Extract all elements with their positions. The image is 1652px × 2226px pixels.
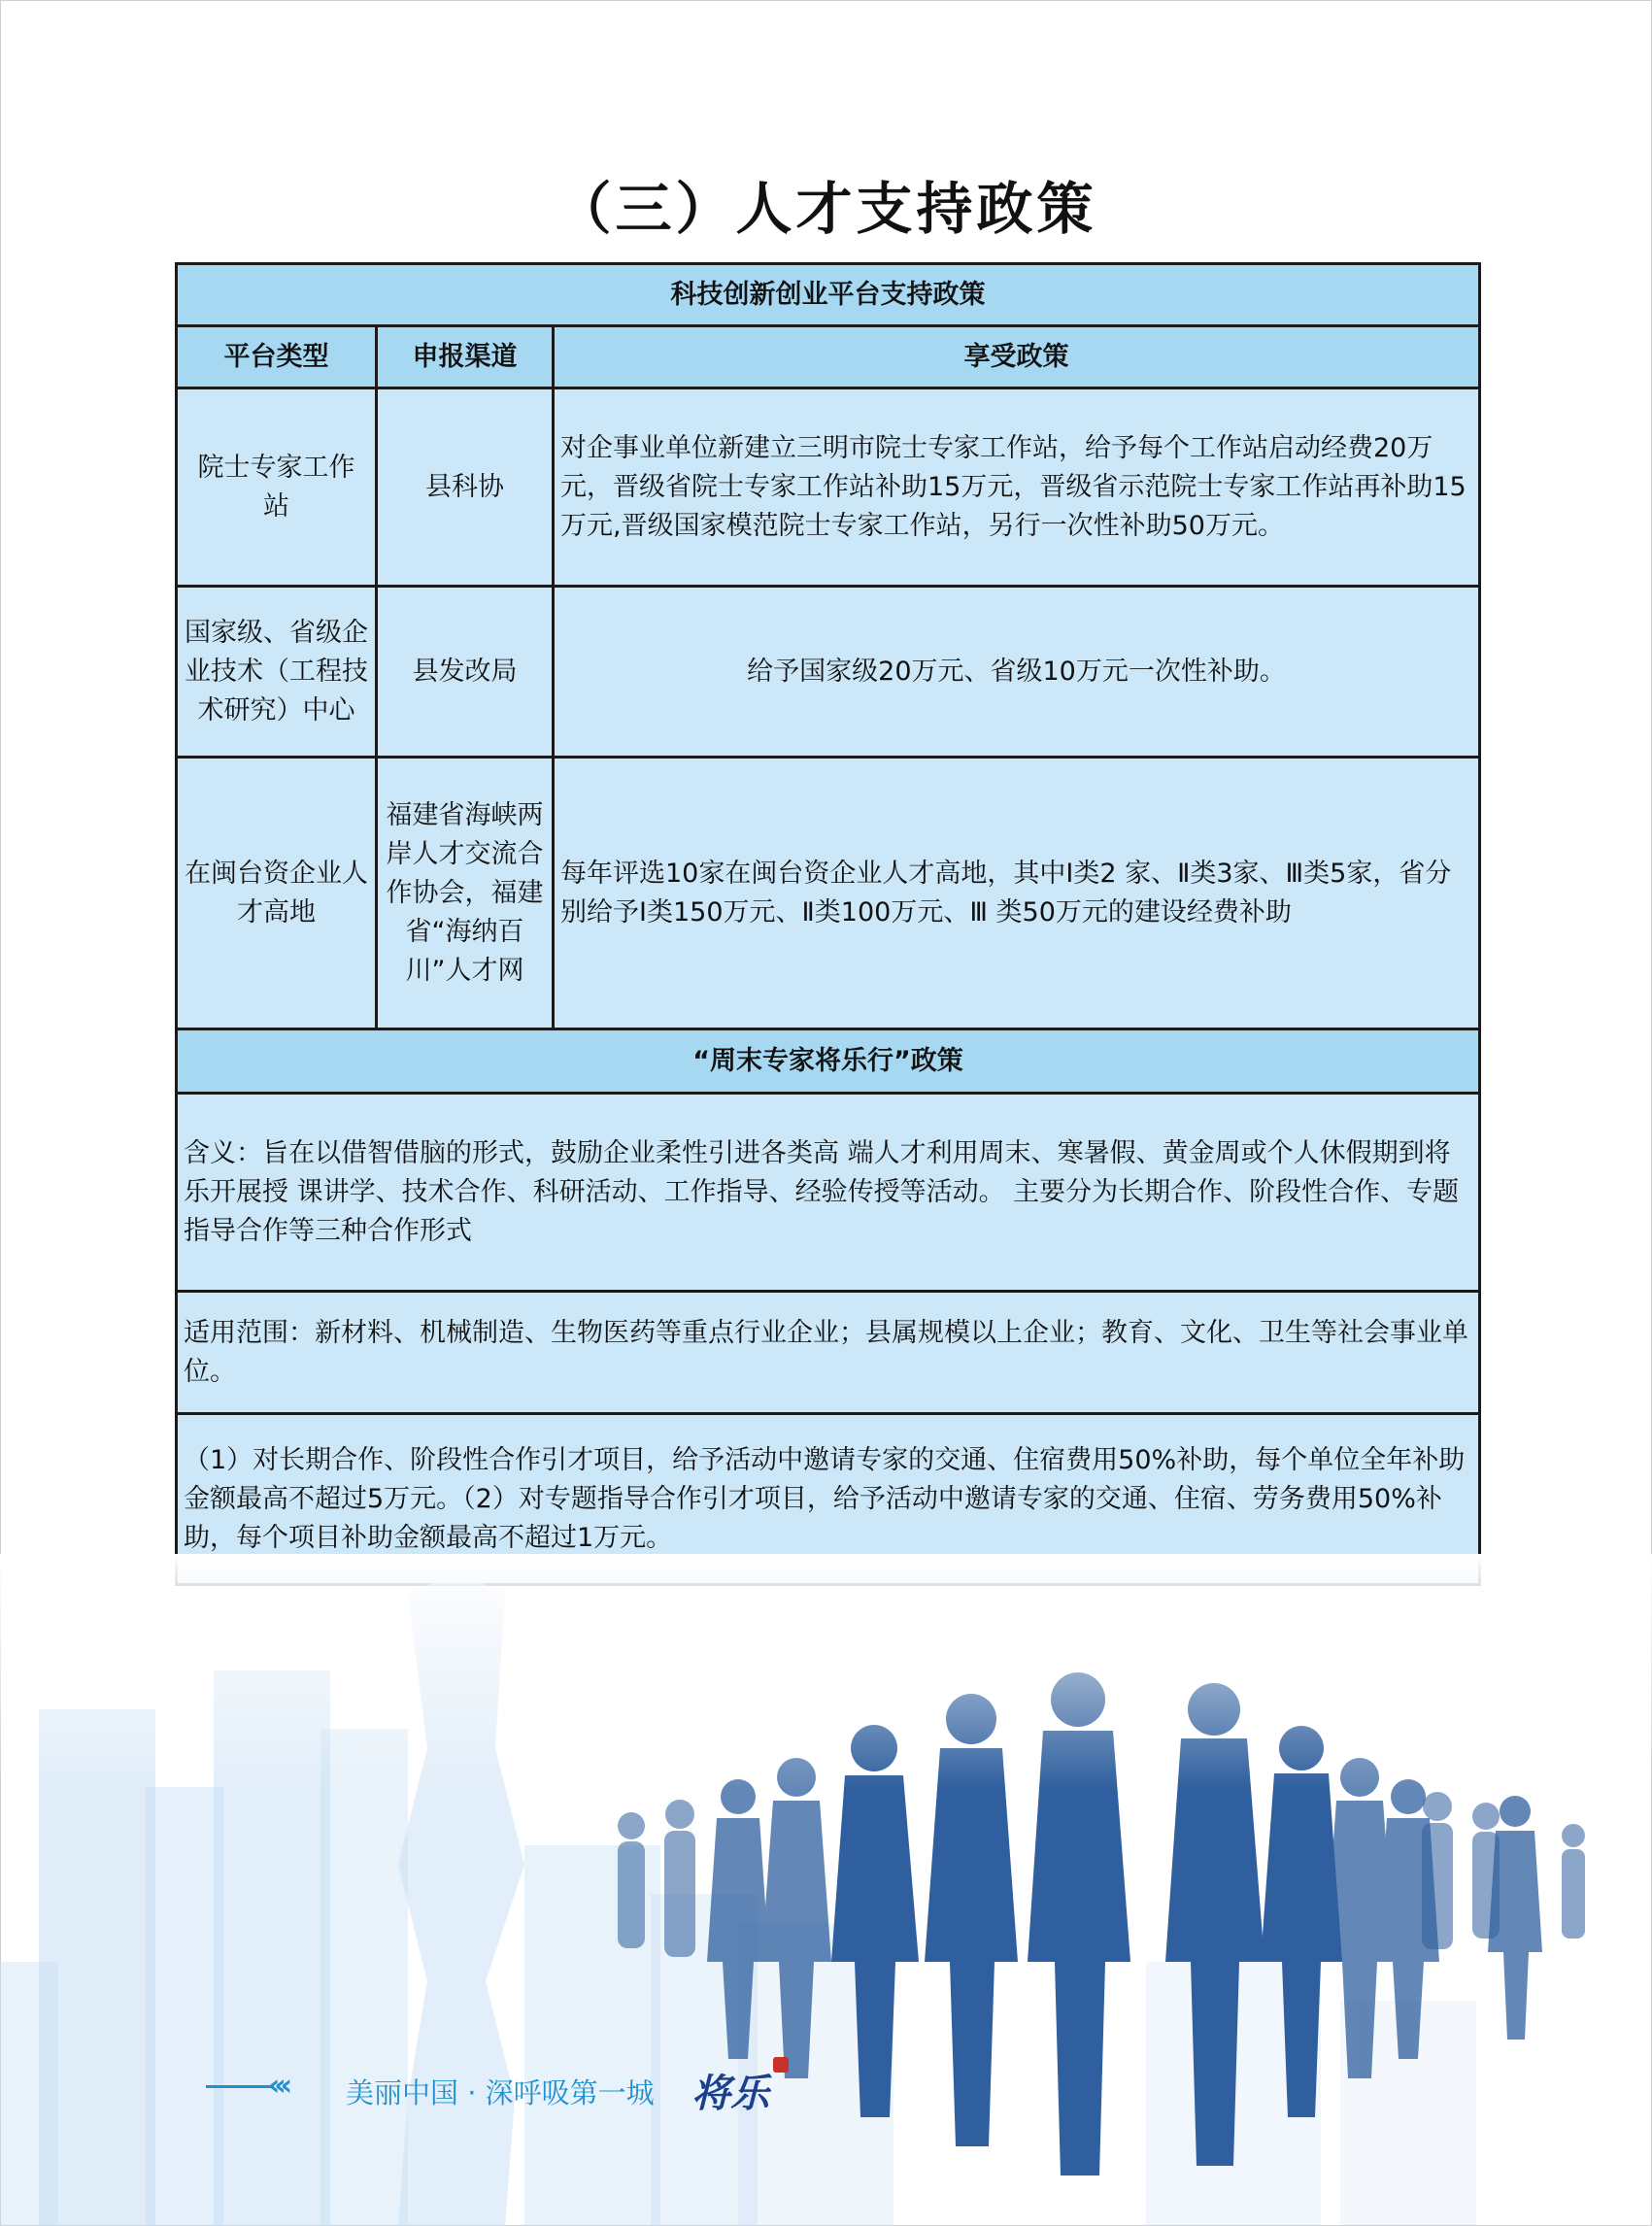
cell-platform-type-text: 院士专家工作站 [197, 452, 355, 522]
cell-meaning: 含义：旨在以借智借脑的形式，鼓励企业柔性引进各类高 端人才利用周末、寒暑假、黄金周或个人休假期到将乐开展授 课讲学、技术合作、科研活动、工作指导、经验传授等活动。 主要分为长期合作、阶段性合作、专题指导合作等三种合作形式 [177, 1094, 1480, 1292]
city-people-illustration [0, 1554, 1652, 2226]
section-title-platform: 科技创新创业平台支持政策 [177, 264, 1480, 326]
policy-table [175, 262, 1481, 1586]
page-title: （三）人才支持政策 [555, 176, 1097, 242]
footer-slogan: 美丽中国 · 深呼吸第一城 [346, 2076, 655, 2109]
cell-policy: 对企事业单位新建立三明市院士专家工作站，给予每个工作站启动经费20万元，晋级省院士专家工作站补助15万元，晋级省示范院士专家工作站再补助15万元,晋级国家模范院士专家工作站，另行一次性补助50万元。 [554, 388, 1480, 587]
table-row [177, 758, 1480, 1029]
column-header-channel: 申报渠道 [377, 326, 554, 388]
footer-arrows-icon: ‹‹‹ [268, 2069, 287, 2103]
cell-policy: 每年评选10家在闽台资企业人才高地，其中Ⅰ类2 家、Ⅱ类3家、Ⅲ类5家，省分别给予Ⅰ类150万元、Ⅱ类100万元、Ⅲ 类50万元的建设经费补助 [554, 758, 1480, 1029]
table-row [177, 1094, 1480, 1292]
column-header-policy: 享受政策 [554, 326, 1480, 388]
footer-logo: 将乐 [691, 2071, 769, 2116]
table-row [177, 587, 1480, 758]
cell-channel: 县发改局 [377, 587, 554, 758]
footer-line [206, 2085, 274, 2088]
table-row [177, 388, 1480, 587]
section-title-weekend-expert: “周末专家将乐行”政策 [177, 1029, 1480, 1094]
cell-scope: 适用范围：新材料、机械制造、生物医药等重点行业企业；县属规模以上企业；教育、文化、卫生等社会事业单位。 [177, 1292, 1480, 1414]
cell-channel: 县科协 [377, 388, 554, 587]
cell-subsidy: （1）对长期合作、阶段性合作引才项目，给予活动中邀请专家的交通、住宿费用50%补助，每个单位全年补助金额最高不超过5万元。（2）对专题指导合作引才项目，给予活动中邀请专家的交通、住宿、劳务费用50%补助，每个项目补助金额最高不超过1万元。 [177, 1414, 1480, 1585]
cell-policy: 给予国家级20万元、省级10万元一次性补助。 [554, 587, 1480, 758]
footer-seal-icon [773, 2057, 789, 2073]
cell-platform-type: 在闽台资企业人才高地 [177, 758, 377, 1029]
table-row [177, 1292, 1480, 1414]
cell-channel: 福建省海峡两岸人才交流合作协会，福建省“海纳百川”人才网 [377, 758, 554, 1029]
cell-platform-type: 国家级、省级企业技术（工程技术研究）中心 [177, 587, 377, 758]
cell-platform-type [177, 388, 377, 587]
column-header-type: 平台类型 [177, 326, 377, 388]
